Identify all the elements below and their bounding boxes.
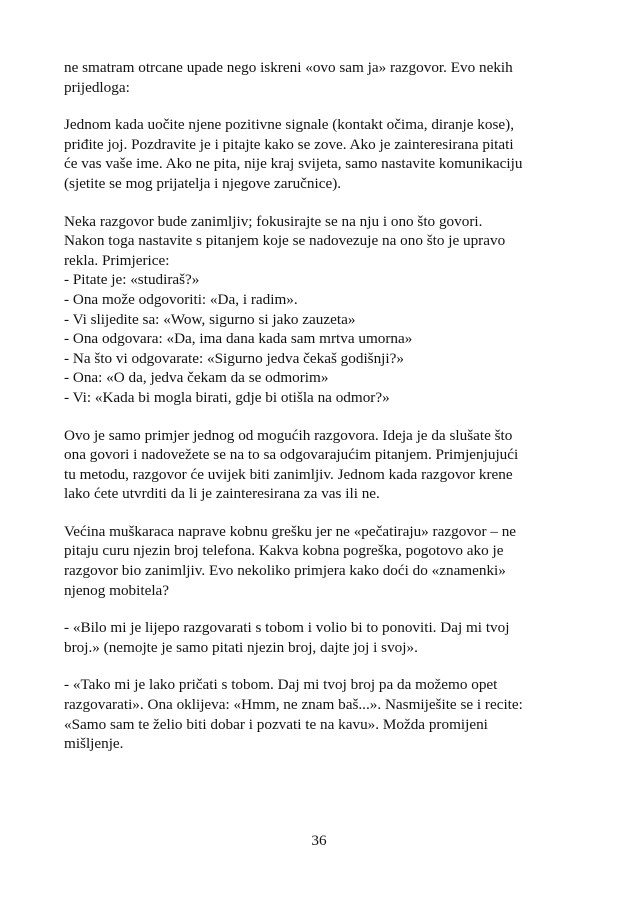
paragraph-intro-continuation: ne smatram otrcane upade nego iskreni «ovo sam ja» razgovor. Evo nekih prijedloga: <box>64 59 513 96</box>
paragraph-conversation-example: Neka razgovor bude zanimljiv; fokusirajte se na nju i ono što govori. Nakon toga nastavite s pitanjem koje se nadovezuje na ono što je upravo rekla. Primjerice: - Pitate je: «studiraš?» - Ona može odgovoriti: «Da, i radim». - Vi slijedite sa: «Wow, sigurno si jako zauzeta» - Ona odgovara: «Da, ima dana kada sam mrtva umorna» - Na što vi odgovarate: «Sigurno jedva čekaš godišnji?» - Ona: «O da, jedva čekam da se odmorim» - Vi: «Kada bi mogla birati, gdje bi otišla na odmor?» <box>64 212 506 406</box>
page-number: 36 <box>311 832 327 849</box>
paragraph-example-one: - «Bilo mi je lijepo razgovarati s tobom i volio bi to ponoviti. Daj mi tvoj broj.» (nemojte je samo pitati njezin broj, dajte joj i svoj». <box>64 619 510 656</box>
paragraph-positive-signals: Jednom kada uočite njene pozitivne signale (kontakt očima, diranje kose), priđite joj. Pozdravite je i pitajte kako se zove. Ako je zainteresirana pitati će vas vaše ime. Ako ne pita, nije kraj svijeta, samo nastavite komunikaciju (sjetite se mog prijatelja i njegove zaručnice). <box>64 116 523 192</box>
paragraph-example-two: - «Tako mi je lako pričati s tobom. Daj mi tvoj broj pa da možemo opet razgovarati». Ona oklijeva: «Hmm, ne znam baš...». Nasmiješite se i recite: «Samo sam te želio biti dobar i pozvati te na kavu». Možda promijeni mišljenje. <box>64 676 523 753</box>
paragraph-phone-number: Većina muškaraca naprave kobnu grešku jer ne «pečatiraju» razgovor – ne pitaju curu njezin broj telefona. Kakva kobna pogreška, pogotovo ako je razgovor bio zanimljiv. Evo nekoliko primjera kako doći do «znamenki» njenog mobitela? <box>64 522 517 599</box>
paragraph-listening-idea: Ovo je samo primjer jednog od mogućih razgovora. Ideja je da slušate što ona govori i nadovežete se na to sa odgovarajućim pitanjem. Primjenjujući tu metodu, razgovor će uvijek biti zanimljiv. Jednom kada razgovor krene lako ćete utvrditi da li je zainteresirana za vas ili ne. <box>64 426 519 503</box>
page-body <box>64 58 578 772</box>
